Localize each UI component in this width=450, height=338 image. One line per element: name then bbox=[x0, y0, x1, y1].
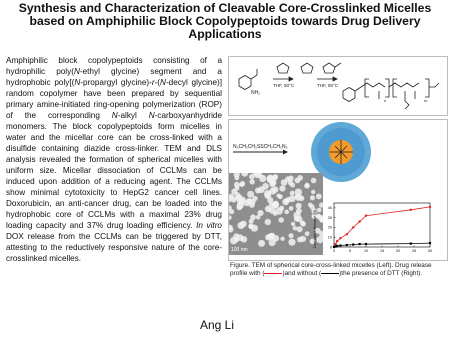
series-point-0 bbox=[358, 220, 360, 222]
tem-particle bbox=[296, 216, 302, 222]
tem-particle bbox=[299, 196, 305, 202]
series-point-1 bbox=[339, 244, 341, 246]
tem-particle bbox=[297, 226, 303, 232]
tem-image bbox=[229, 173, 323, 255]
series-point-0 bbox=[352, 226, 354, 228]
tem-particle bbox=[249, 219, 254, 224]
tem-particle bbox=[301, 221, 306, 226]
tem-particle bbox=[234, 182, 240, 188]
legend-black-line bbox=[321, 273, 339, 274]
figure-caption: Figure. TEM of spherical core-cross-linked micelles (Left). Drug release profile with ( )and without ( )the presence of DTT (Right). bbox=[230, 262, 432, 277]
condition-1: THF, 50°C bbox=[273, 83, 295, 88]
tem-particle bbox=[288, 176, 294, 182]
series-point-1 bbox=[410, 242, 412, 244]
series-point-1 bbox=[336, 245, 338, 247]
benzene-ring-2 bbox=[343, 88, 355, 102]
plot-frame bbox=[334, 203, 430, 247]
nca-ring-2 bbox=[301, 63, 313, 73]
reaction-scheme-drawing bbox=[229, 57, 447, 115]
series-point-0 bbox=[429, 206, 431, 208]
series-point-0 bbox=[334, 243, 336, 245]
crosslink-arrow-head bbox=[283, 150, 288, 155]
x-tick-label: 15 bbox=[379, 249, 385, 253]
y-tick-label: 40 bbox=[327, 206, 332, 211]
tem-particle bbox=[280, 237, 284, 241]
series-line-0 bbox=[334, 207, 430, 247]
tem-particle bbox=[295, 189, 302, 196]
tem-particle bbox=[311, 190, 315, 194]
series-point-1 bbox=[359, 243, 361, 245]
tem-particle bbox=[289, 233, 294, 238]
legend-red-line bbox=[264, 273, 282, 274]
x-tick-label: 25 bbox=[411, 249, 417, 253]
tem-particle bbox=[237, 201, 244, 208]
tem-particle bbox=[278, 217, 284, 223]
y-tick-label: 30 bbox=[327, 215, 332, 220]
tem-particle bbox=[278, 194, 283, 199]
series-point-0 bbox=[410, 209, 412, 211]
tem-particle bbox=[290, 191, 295, 196]
tem-particle bbox=[269, 233, 275, 239]
x-tick-label: 0 bbox=[332, 249, 336, 253]
tem-particle bbox=[273, 211, 278, 216]
x-tick-label: 5 bbox=[348, 249, 352, 253]
tem-particle bbox=[249, 202, 255, 208]
tem-particle bbox=[264, 190, 271, 197]
series-point-1 bbox=[346, 244, 348, 246]
benzene-ring-1 bbox=[239, 76, 251, 90]
tem-particle bbox=[258, 240, 265, 247]
tem-particle bbox=[269, 177, 274, 182]
tem-particle bbox=[288, 239, 295, 246]
tem-particle bbox=[293, 226, 298, 231]
y-axis-label: Cumulative Release (%) bbox=[313, 209, 317, 249]
x-tick-label: 20 bbox=[395, 249, 401, 253]
tem-particle bbox=[262, 183, 269, 190]
crosslinker-label: N₃CH₂CH₂SSCH₂CH₂N₃ bbox=[233, 144, 288, 150]
tem-particle bbox=[249, 224, 254, 229]
nca-ring-3 bbox=[323, 63, 335, 73]
series-point-0 bbox=[365, 215, 367, 217]
y-tick-label: 10 bbox=[327, 235, 332, 240]
release-plot bbox=[312, 197, 442, 257]
y-tick-label: 20 bbox=[327, 225, 332, 230]
tem-particle bbox=[279, 206, 284, 211]
tem-particle bbox=[289, 206, 294, 211]
tem-particle bbox=[295, 178, 301, 184]
tem-particle bbox=[249, 179, 254, 184]
series-point-0 bbox=[339, 237, 341, 239]
tem-particle bbox=[305, 231, 310, 236]
nca-ring-1 bbox=[277, 63, 289, 73]
series-point-1 bbox=[365, 243, 367, 245]
tem-particle bbox=[272, 186, 278, 192]
tem-particle bbox=[249, 174, 255, 180]
y-tick-label: 0 bbox=[329, 245, 332, 250]
tem-particle bbox=[229, 215, 232, 220]
tem-particle bbox=[265, 219, 271, 225]
reaction-scheme bbox=[228, 56, 448, 116]
tem-particle bbox=[291, 222, 295, 226]
abstract-text: Amphiphilic block copolypeptoids consisting of a hydrophilic poly(N-ethyl glycine) segment and a hydrophobic poly[(N-propargyl glycine)-r-(N-decyl glycine)] random copolymer have been prepared by sequential primary amine-initiated ring-opening polymerization (ROP) of the corresponding N-alkyl N-carboxyanhydride monomers. The block copolypeptoids form micelles in water and the micellar core can be cross-linked with a disulfide containing diazide cross-linker. TEM and DLS analysis revealed the formation of spherical micelles with uniform size. Micellar dissociation of CCLMs can be induced upon addition of a reducing agent. The CCLMs show minimal cytotoxicity to HepG2 cancer cell lines. Doxorubicin, an anti-cancer drug, can be loaded into the hydrophobic core of CCLMs with a maximal 23% drug loading capacity and 37% drug loading efficiency. In vitro DOX release from the CCLMs can be triggered by DTT, attesting to the reductively responsive nature of the core-crosslinked micelles. bbox=[6, 56, 223, 263]
tem-particle bbox=[241, 173, 248, 177]
tem-particle bbox=[229, 209, 234, 214]
tem-particle bbox=[284, 210, 289, 215]
repeat-m-label: m bbox=[424, 98, 428, 103]
tem-particle bbox=[272, 201, 279, 208]
tem-particle bbox=[305, 183, 310, 188]
tem-particle bbox=[282, 199, 289, 206]
tem-particle bbox=[240, 183, 244, 187]
tem-particle bbox=[259, 175, 266, 182]
tem-particle bbox=[296, 203, 302, 209]
tem-particle bbox=[234, 192, 240, 198]
series-point-1 bbox=[429, 242, 431, 244]
tem-particle bbox=[300, 236, 306, 242]
x-tick-label: 30 bbox=[427, 249, 433, 253]
series-point-1 bbox=[352, 243, 354, 245]
tem-scale-label: 100 nm bbox=[231, 247, 248, 253]
page-title: Synthesis and Characterization of Cleavable Core-Crosslinked Micelles based on Amphiphilic Block Copolypeptoids towards Drug Delivery Applications bbox=[18, 1, 432, 41]
series-point-0 bbox=[346, 233, 348, 235]
tem-particle bbox=[233, 233, 239, 239]
tem-particle bbox=[279, 185, 285, 191]
tem-particle bbox=[240, 221, 247, 228]
tem-particle bbox=[247, 191, 254, 198]
tem-particle bbox=[257, 210, 263, 216]
tem-particles bbox=[229, 173, 323, 255]
x-tick-label: 10 bbox=[363, 249, 369, 253]
repeat-n-label: n bbox=[384, 98, 387, 103]
amine-label: NH₂ bbox=[251, 90, 261, 96]
tem-particle bbox=[311, 178, 317, 184]
condition-2: THF, 50°C bbox=[317, 83, 339, 88]
series-point-0 bbox=[336, 240, 338, 242]
author-name: Ang Li bbox=[200, 318, 235, 332]
